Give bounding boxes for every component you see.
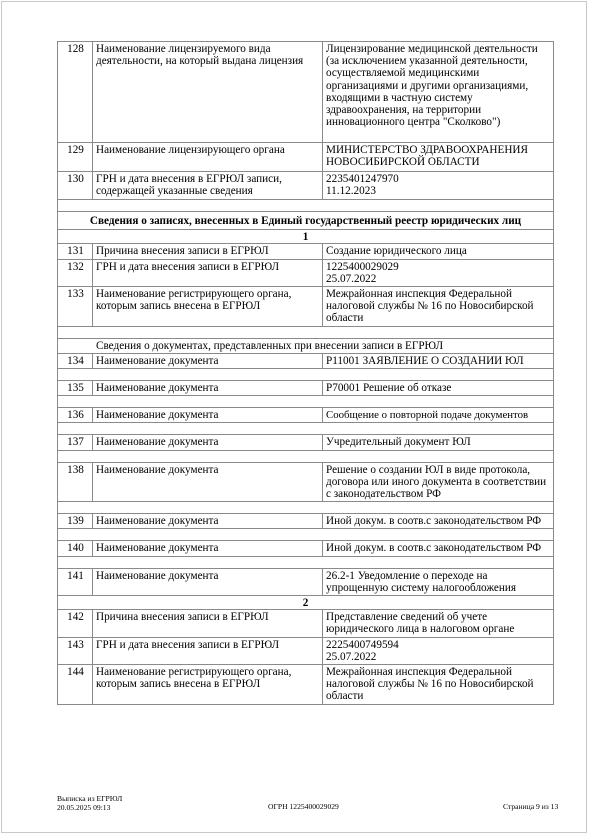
field-name: Наименование лицензируемого вида деятельности, на который выдана лицензия: [93, 42, 323, 143]
field-name: Наименование документа: [93, 514, 323, 529]
field-name: Наименование документа: [93, 381, 323, 396]
table-row: [58, 462, 554, 502]
footer-doc-info: [57, 795, 122, 812]
field-value: Лицензирование медицинской деятельности (за исключением указанной деятельности, осуществляемой медицинскими организациями и другими организациями, входящими в частную систему здравоохранения, на территории инновационного центра "Сколково"): [323, 42, 554, 143]
field-name: Наименование регистрирующего органа, которым запись внесена в ЕГРЮЛ: [93, 287, 323, 327]
field-value: Сообщение о повторной подаче документов: [323, 408, 554, 423]
table-row: [58, 514, 554, 529]
field-value: 2235401247970 11.12.2023: [323, 172, 554, 200]
field-name: Наименование документа: [93, 541, 323, 556]
field-name: ГРН и дата внесения в ЕГРЮЛ записи, содержащей указанные сведения: [93, 172, 323, 200]
field-name: ГРН и дата внесения записи в ЕГРЮЛ: [93, 637, 323, 664]
field-value: 1225400029029 25.07.2022: [323, 259, 554, 286]
table-row: [58, 287, 554, 327]
footer-datetime: 20.05.2025 09:13: [57, 802, 111, 812]
egrul-table: [57, 41, 554, 705]
field-value: Представление сведений об учете юридического лица в налоговом органе: [323, 610, 554, 637]
field-value: Межрайонная инспекция Федеральной налоговой службы № 16 по Новосибирской области: [323, 665, 554, 705]
field-value: МИНИСТЕРСТВО ЗДРАВООХРАНЕНИЯ НОВОСИБИРСКОЙ ОБЛАСТИ: [323, 143, 554, 172]
spacer-row: [58, 502, 554, 514]
row-number: 139: [58, 514, 93, 529]
group-number: 2: [58, 596, 554, 610]
field-name: Причина внесения записи в ЕГРЮЛ: [93, 244, 323, 259]
section-title: Сведения о записях, внесенных в Единый государственный реестр юридических лиц: [58, 212, 554, 230]
table-row: [58, 637, 554, 664]
field-value: Межрайонная инспекция Федеральной налоговой службы № 16 по Новосибирской области: [323, 287, 554, 327]
row-number: 141: [58, 568, 93, 595]
spacer-row: [58, 369, 554, 381]
row-number: 142: [58, 610, 93, 637]
table-row: [58, 541, 554, 556]
row-number: 129: [58, 143, 93, 172]
row-number: 144: [58, 665, 93, 705]
spacer-row: [58, 200, 554, 212]
row-number: 130: [58, 172, 93, 200]
group-number: 1: [58, 230, 554, 244]
field-value: Р70001 Решение об отказе: [323, 381, 554, 396]
field-value: Создание юридического лица: [323, 244, 554, 259]
field-name: Наименование документа: [93, 462, 323, 502]
spacer-row: [58, 556, 554, 568]
spacer-row: [58, 450, 554, 462]
field-value: Решение о создании ЮЛ в виде протокола, договора или иного документа в соответствии с законодательством РФ: [323, 462, 554, 502]
row-number: 135: [58, 381, 93, 396]
row-number: 132: [58, 259, 93, 286]
table-row: [58, 381, 554, 396]
table-row: [58, 42, 554, 143]
group-number-row: [58, 230, 554, 244]
row-number: 128: [58, 42, 93, 143]
field-name: Наименование документа: [93, 408, 323, 423]
footer-doc-title: Выписка из ЕГРЮЛ: [57, 794, 123, 803]
field-name: Наименование лицензирующего органа: [93, 143, 323, 172]
section-header-row: [58, 212, 554, 230]
spacer-row: [58, 326, 554, 338]
footer-ogrn: ОГРН 1225400029029: [268, 802, 339, 811]
field-value: 26.2-1 Уведомление о переходе на упрощенную систему налогообложения: [323, 568, 554, 595]
row-number: 143: [58, 637, 93, 664]
row-number: 131: [58, 244, 93, 259]
documents-header: Сведения о документах, представленных при внесении записи в ЕГРЮЛ: [58, 338, 554, 353]
table-row: [58, 435, 554, 450]
table-row: [58, 353, 554, 368]
field-name: Наименование документа: [93, 435, 323, 450]
field-name: Причина внесения записи в ЕГРЮЛ: [93, 610, 323, 637]
footer-page-number: Страница 9 из 13: [503, 802, 559, 811]
field-name: Наименование документа: [93, 353, 323, 368]
table-row: [58, 610, 554, 637]
table-row: [58, 665, 554, 705]
table-row: [58, 259, 554, 286]
spacer-row: [58, 529, 554, 541]
row-number: 140: [58, 541, 93, 556]
field-name: Наименование регистрирующего органа, которым запись внесена в ЕГРЮЛ: [93, 665, 323, 705]
table-row: [58, 172, 554, 200]
row-number: 133: [58, 287, 93, 327]
row-number: 136: [58, 408, 93, 423]
spacer-row: [58, 396, 554, 408]
field-value: 2225400749594 25.07.2022: [323, 637, 554, 664]
table-row: [58, 143, 554, 172]
spacer-row: [58, 423, 554, 435]
group-number-row: [58, 596, 554, 610]
table-row: [58, 568, 554, 595]
row-number: 137: [58, 435, 93, 450]
table-row: [58, 244, 554, 259]
row-number: 134: [58, 353, 93, 368]
field-name: Наименование документа: [93, 568, 323, 595]
field-value: Р11001 ЗАЯВЛЕНИЕ О СОЗДАНИИ ЮЛ: [323, 353, 554, 368]
field-name: ГРН и дата внесения записи в ЕГРЮЛ: [93, 259, 323, 286]
documents-header-row: [58, 338, 554, 353]
field-value: Иной докум. в соотв.с законодательством РФ: [323, 541, 554, 556]
row-number: 138: [58, 462, 93, 502]
field-value: Учредительный документ ЮЛ: [323, 435, 554, 450]
table-row: [58, 408, 554, 423]
field-value: Иной докум. в соотв.с законодательством РФ: [323, 514, 554, 529]
